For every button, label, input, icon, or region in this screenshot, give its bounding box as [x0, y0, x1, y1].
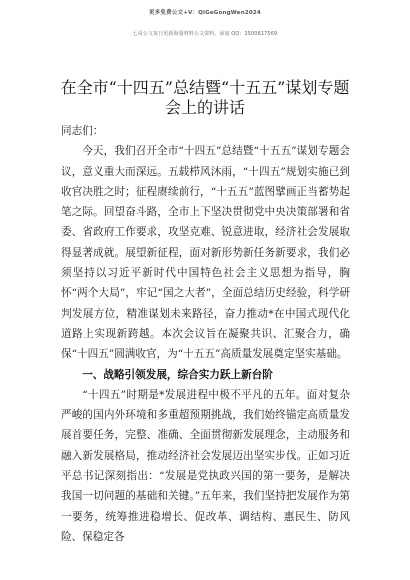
section-heading-1: 一、战略引领发展，综合实力跃上新台阶 [82, 368, 273, 381]
title-line-1: 在全市“十四五”总结暨“十五五”谋划专题 [60, 78, 350, 97]
document-body [61, 121, 350, 547]
paragraph-section-1: “十四五”时期是*发展进程中极不平凡的五年。面对复杂严峻的国内外环境和多重超预期挑战，我们始终锚定高质量发展首要任务，完整、准确、全面贯彻新发展理念，主动服务和融入新发展格局，推动经济社会发展迈出坚实步伐。正如习近平总书记深刻指出：“发展是党执政兴国的第一要务，是解决我国一切问题的基础和关键。”五年来，我们坚持把发展作为第一要务，统筹推进稳增长、促改革、调结构、惠民生、防风险、保稳定各 [61, 388, 350, 543]
paragraph-intro: 今天，我们召开全市“十四五”总结暨“十五五”谋划专题会议，意义重大而深远。五载栉风沐雨，“十四五”规划实施已到收官决胜之时；征程赓续前行，“十五五”蓝图擘画正当蓄势起笔之际。回望奋斗路，全市上下坚决贯彻党中央决策部署和省委、省政府工作要求，攻坚克难、锐意进取，经济社会发展取得显著成就。展望新征程，面对新形势新任务新要求，我们必须坚持以习近平新时代中国特色社会主义思想为指导，胸怀“两个大局”，牢记“国之大者”，全面总结历史经验，科学研判发展方位，精准谋划未来路径，奋力推动*在中国式现代化道路上实现新跨越。本次会议旨在凝聚共识、汇聚合力，确保“十四五”圆满收官，为“十五五”高质量发展奠定坚实基础。 [61, 145, 350, 361]
header-note: 七哥公文每日更新海量材料公文资料，添加 QQ：2500617569 [132, 31, 278, 37]
salutation: 同志们： [61, 125, 104, 137]
watermark-banner: 更多免费公文+V：QiGeGongWen2024 [149, 10, 261, 16]
title-line-2: 会上的讲话 [164, 98, 245, 117]
document-title [40, 78, 370, 118]
